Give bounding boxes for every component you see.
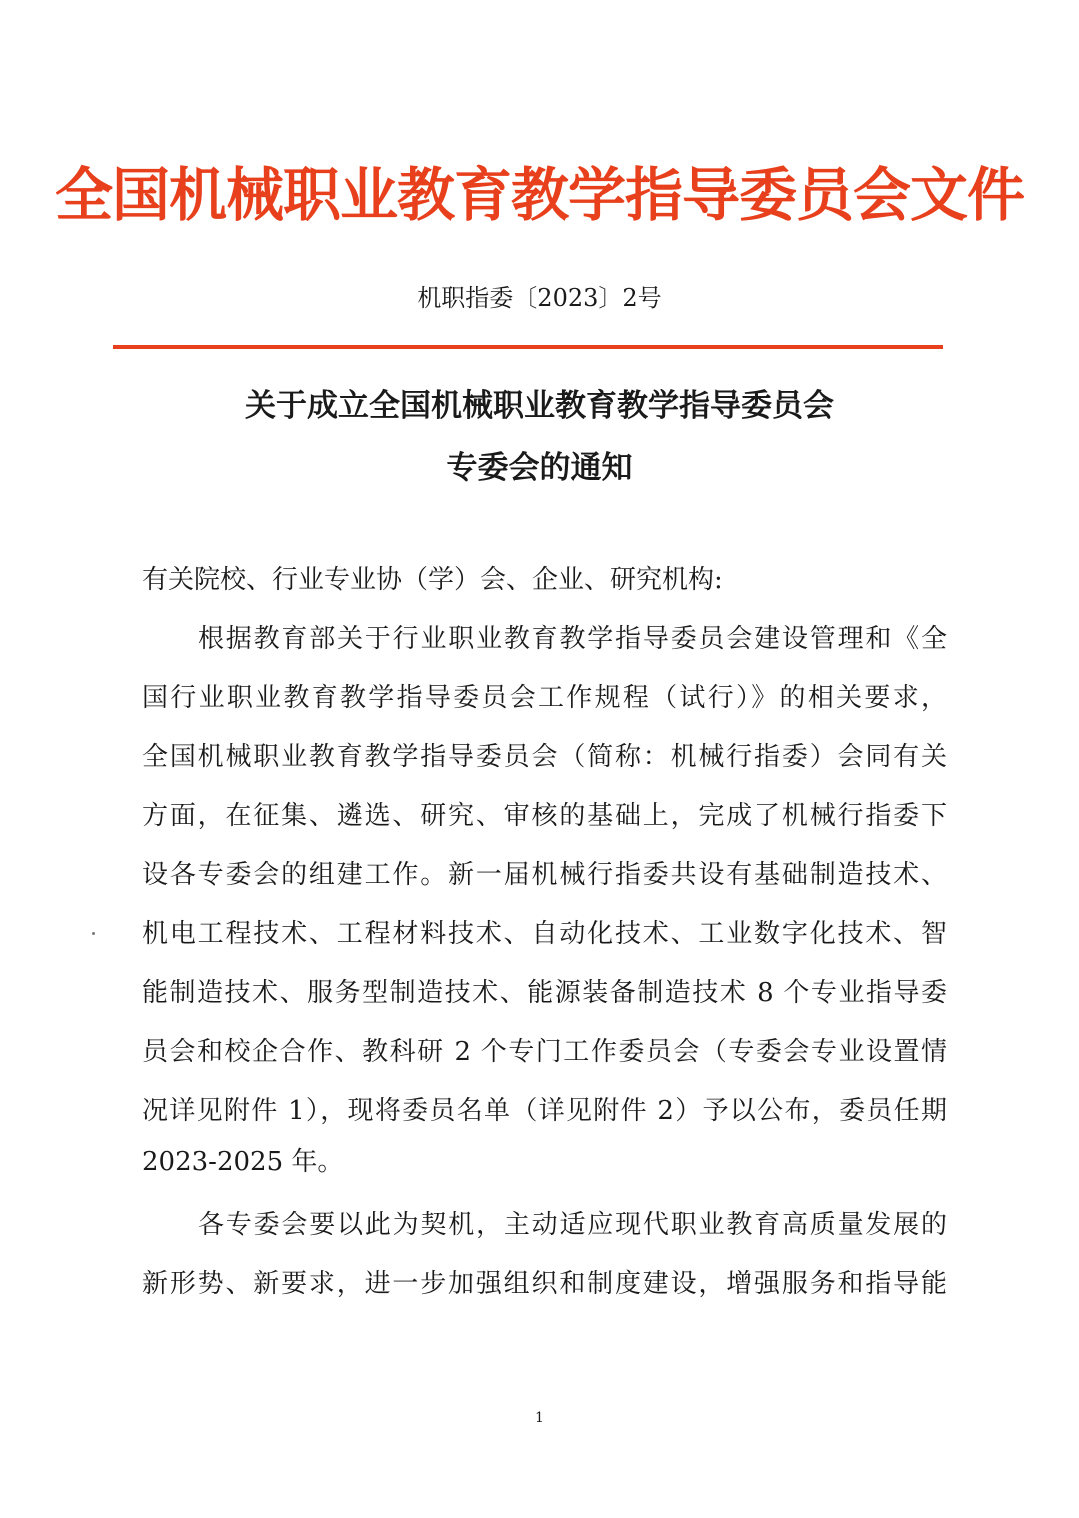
salutation: 有关院校、行业专业协（学）会、企业、研究机构: (142, 565, 723, 595)
paragraph-line: 机电工程技术、工程材料技术、自动化技术、工业数字化技术、智 (142, 919, 947, 949)
document-number: 机职指委〔2023〕2号 (417, 284, 662, 312)
paragraph-line: 员会和校企合作、教科研 2 个专门工作委员会（专委会专业设置情 (142, 1037, 947, 1067)
paragraph-line: 国行业职业教育教学指导委员会工作规程（试行）》的相关要求， (142, 683, 947, 713)
paragraph-line: 根据教育部关于行业职业教育教学指导委员会建设管理和《全 (198, 624, 947, 654)
paragraph-line: 各专委会要以此为契机，主动适应现代职业教育高质量发展的 (198, 1210, 947, 1240)
paragraph-line: 设各专委会的组建工作。新一届机械行指委共设有基础制造技术、 (142, 860, 947, 890)
paragraph-line: 全国机械职业教育教学指导委员会（简称：机械行指委）会同有关 (142, 742, 947, 772)
page-number: 1 (535, 1410, 544, 1426)
header-red-rule (113, 345, 943, 349)
notice-title-line-2: 专委会的通知 (446, 450, 633, 486)
paragraph-line: 能制造技术、服务型制造技术、能源装备制造技术 8 个专业指导委 (142, 978, 947, 1008)
document-header-title: 全国机械职业教育教学指导委员会文件 (54, 161, 1024, 229)
paragraph-line: 况详见附件 1），现将委员名单（详见附件 2）予以公布，委员任期 (142, 1096, 947, 1126)
scan-speck (92, 932, 95, 935)
paragraph-line: 2023-2025 年。 (142, 1147, 344, 1177)
notice-title-line-1: 关于成立全国机械职业教育教学指导委员会 (245, 388, 834, 424)
paragraph-line: 方面，在征集、遴选、研究、审核的基础上，完成了机械行指委下 (142, 801, 947, 831)
paragraph-line: 新形势、新要求，进一步加强组织和制度建设，增强服务和指导能 (142, 1269, 947, 1299)
